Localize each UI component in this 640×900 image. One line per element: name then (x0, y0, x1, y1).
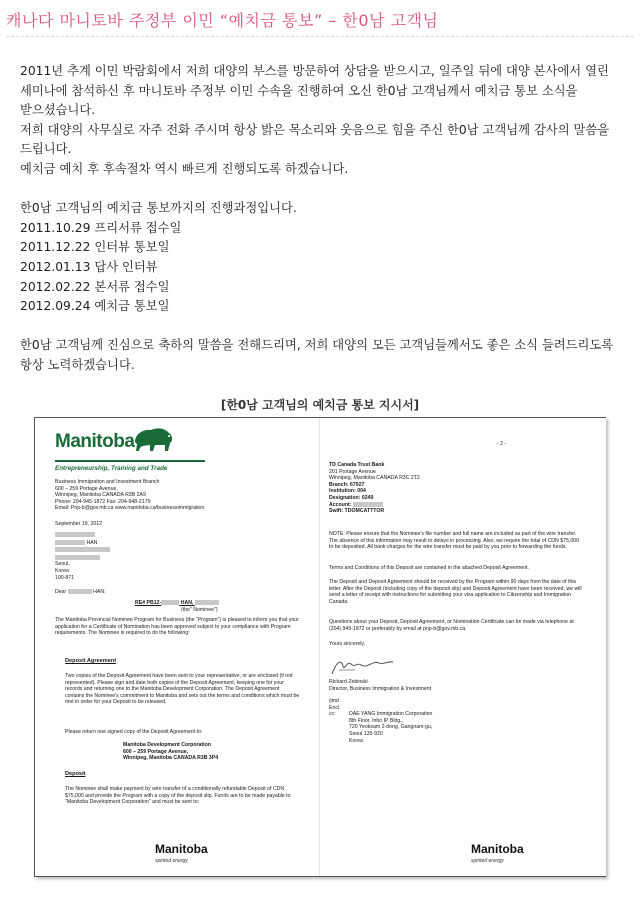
cc-block (329, 698, 589, 744)
signature-mark (329, 656, 409, 678)
cc-line: Seoul 135-920 (349, 730, 383, 737)
salutation-prefix: Dear (55, 589, 67, 595)
footer-logo: Manitoba (155, 842, 208, 856)
cc-address (349, 711, 432, 744)
manitoba-logo: Manitoba (55, 431, 135, 452)
letter-paragraph: Please return one signed copy of the Deposit Agreement to: (65, 729, 203, 735)
bank-line: Account: (329, 501, 352, 508)
cc-line: 720 Yeoksam 2-dong, Gangnam-gu, (349, 724, 433, 731)
bank-line: Winnipeg, Manitoba CANADA R3C 2T2 (329, 475, 420, 482)
footer-tagline: spirited energy (155, 858, 188, 864)
reference-line (135, 600, 219, 607)
questions-paragraph: Questions about your Deposit, Deposit Agreement, or Nomination Certificate can be made via telephone at (204) 945-1872 or preferably by email at pnp-b@gov.mb.ca. (329, 619, 574, 632)
intro-line: 세미나에 참석하신 후 마니토바 주정부 이민 수속을 진행하여 오신 한0남 고객님께서 예치금 통보 소식을 (20, 83, 578, 98)
footer-logo: Manitoba (471, 842, 524, 856)
mdc-line: Winnipeg, Manitoba CANADA R3B 3P4 (123, 755, 219, 762)
mdc-address (123, 742, 218, 762)
bank-line: TD Canada Trust Bank (329, 462, 385, 468)
enclosure-note: Encl. (329, 704, 341, 711)
intro-line: 저희 대양의 사무실로 자주 전화 주시며 항상 밝은 목소리와 웃음으로 힘을 주신 한0남 고객님께 감사의 말씀을 (20, 122, 610, 137)
bank-details (329, 462, 489, 515)
salutation (55, 589, 106, 596)
image-caption: [한0남 고객님의 예치금 통보 지시서] (220, 398, 420, 412)
mdc-line: Manitoba Development Corporation (123, 742, 211, 748)
signer-name: Richard Zebinski (329, 679, 368, 685)
redaction-bar (55, 547, 110, 552)
redaction-bar (353, 502, 383, 507)
intro-line: 드립니다. (20, 142, 72, 157)
cc-line: DAE YANG Immigration Corporation (349, 711, 433, 718)
intro-line: 예치금 예치 후 후속절차 역시 빠르게 진행되도록 하겠습니다. (20, 161, 349, 176)
address-line: Phone: 204-945-1872 Fax: 204-948-2179 (55, 498, 151, 505)
address-line: Email: Pnp-b@gov.mb.ca www.manitoba.ca/businessimmigration (55, 505, 205, 512)
department-name: Entrepreneurship, Training and Trade (55, 465, 168, 472)
letter-page-1 (35, 418, 320, 876)
header-divider (6, 36, 634, 37)
cc-label: cc: (329, 711, 336, 718)
redaction-bar (55, 540, 85, 545)
cc-line: Korea (349, 737, 363, 744)
deposit-paragraph: The Deposit and Deposit Agreement should be received by the Program within 90 days from the date of this letter. After the Deposit (including copy of the deposit slip) and Deposit Agreement have been received, we will send a letter of receipt with instructions for submitting your visa application to Citizenship and Immigration Canada. (329, 579, 582, 605)
letter-scan (34, 417, 606, 877)
spacer (20, 180, 620, 200)
timeline-item: 2012.01.13 답사 인터뷰 (20, 259, 158, 274)
signer-title: Director, Business Immigration & Investment (329, 685, 432, 692)
address-line: Business Immigration and Investment Branch (55, 479, 160, 485)
reference-subtitle: (the" Nominee") (181, 607, 218, 613)
bank-line: Branch: 67927 (329, 481, 365, 488)
bank-line: Swift: TDOMCATTTOR (329, 508, 385, 515)
closing-line: 항상 노력하겠습니다. (20, 357, 135, 372)
recipient-line: Seoul, (55, 561, 70, 568)
intro-line: 2011년 추계 이민 박람회에서 저희 대양의 부스를 방문하여 상담을 받으시고, 일주일 뒤에 대양 본사에서 열린 (20, 64, 609, 78)
letter-paragraph: The Manitoba Provincial Nominee Program for Business (the “Program”) is pleased to inform you that your application for a Certificate of Nomination has been approved subject to your compliance with Program requirements. The Nominee is required to do the following: (55, 617, 299, 637)
closing-line: 한0남 고객님께 진심으로 축하의 말씀을 전해드리며, 저희 대양의 모든 고객님들께서도 좋은 소식 들려드리도록 (20, 338, 614, 353)
recipient-block (55, 532, 175, 581)
sender-address (55, 479, 305, 512)
mdc-line: 600 – 259 Portage Avenue, (123, 748, 189, 755)
closing-salutation: Yours sincerely, (329, 641, 366, 647)
deposit-agreement-heading: Deposit Agreement (65, 658, 117, 664)
recipient-line: Korea (55, 567, 69, 574)
reference-prefix: RE# PB12- (135, 600, 162, 606)
terms-paragraph: Terms and Conditions of this Deposit are contained in the attached Deposit Agreement. (329, 565, 529, 571)
redaction-bar (195, 600, 219, 605)
deposit-heading: Deposit (65, 771, 86, 777)
cc-row (329, 711, 589, 744)
recipient-name: HAN (86, 539, 98, 546)
timeline-title: 한0남 고객님의 예치금 통보까지의 진행과정입니다. (20, 201, 297, 216)
letter-page-2 (321, 418, 606, 876)
initials: /jmd (329, 698, 339, 704)
redaction-bar (68, 589, 92, 594)
intro-line: 받으셨습니다. (20, 103, 96, 118)
timeline-item: 2012.09.24 예치금 통보일 (20, 299, 170, 314)
signer-block (329, 679, 529, 692)
page-title: 캐나다 마니토바 주정부 이민 “예치금 통보” – 한0남 고객님 (6, 11, 439, 30)
timeline-item: 2012.02.22 본서류 접수일 (20, 279, 170, 294)
salutation-suffix: HAN: (93, 589, 106, 595)
cc-line: 8th Floor, Inho IP Bldg., (349, 717, 404, 724)
bank-line: 201 Portage Avenue (329, 468, 376, 475)
page-number: - 2 - (497, 441, 507, 447)
logo-rule (55, 460, 205, 462)
address-line: Winnipeg, Manitoba CANADA R3B 2A9 (55, 492, 146, 499)
letter-paragraph: The Nominee shall make payment by wire transfer of a conditionally refundable Deposit of CDN $75,000 and provide the Program with a copy of the deposit slip. Funds are to be made payable to "Manitoba Development Corporation" and must be sent to: (65, 786, 291, 806)
recipient-line: 100-871 (55, 574, 75, 581)
reference-suffix: HAN, (180, 600, 194, 606)
bank-line: Designation: 0249 (329, 494, 374, 501)
bison-icon (131, 424, 175, 454)
bank-line: Institution: 004 (329, 488, 366, 495)
timeline-item: 2011.10.29 프리서류 접수일 (20, 220, 182, 235)
timeline-item: 2011.12.22 인터뷰 통보일 (20, 240, 170, 255)
footer-tagline: spirited energy (471, 858, 504, 864)
redaction-bar (161, 600, 179, 605)
letter-date: September 19, 2012 (55, 521, 103, 527)
redaction-bar (55, 555, 100, 560)
address-line: 600 – 259 Portage Avenue, (55, 485, 118, 492)
intro-text (20, 62, 620, 376)
note-paragraph: NOTE: Please ensure that the Nominee's file number and full name are included as part of the wire transfer. The absence of this information may result in delays in processing. Also, we require the total of CDN $75,000 to be deposited. All bank charges for the wire transfer must be paid by you prior to forwarding the funds. (329, 531, 579, 551)
letter-paragraph: Two copies of the Deposit Agreement have been sent to your representative, or are enclosed (if not represented). Please sign and date both copies of the Deposit Agreement; keeping one for your records and returning one to the Manitoba Development Corporation. The Deposit Agreement contains the Nominee's commitment to Manitoba and sets out the terms and conditions which must be met in order for your Deposit to be released. (65, 673, 300, 706)
redaction-bar (55, 532, 95, 537)
spacer (20, 317, 620, 337)
